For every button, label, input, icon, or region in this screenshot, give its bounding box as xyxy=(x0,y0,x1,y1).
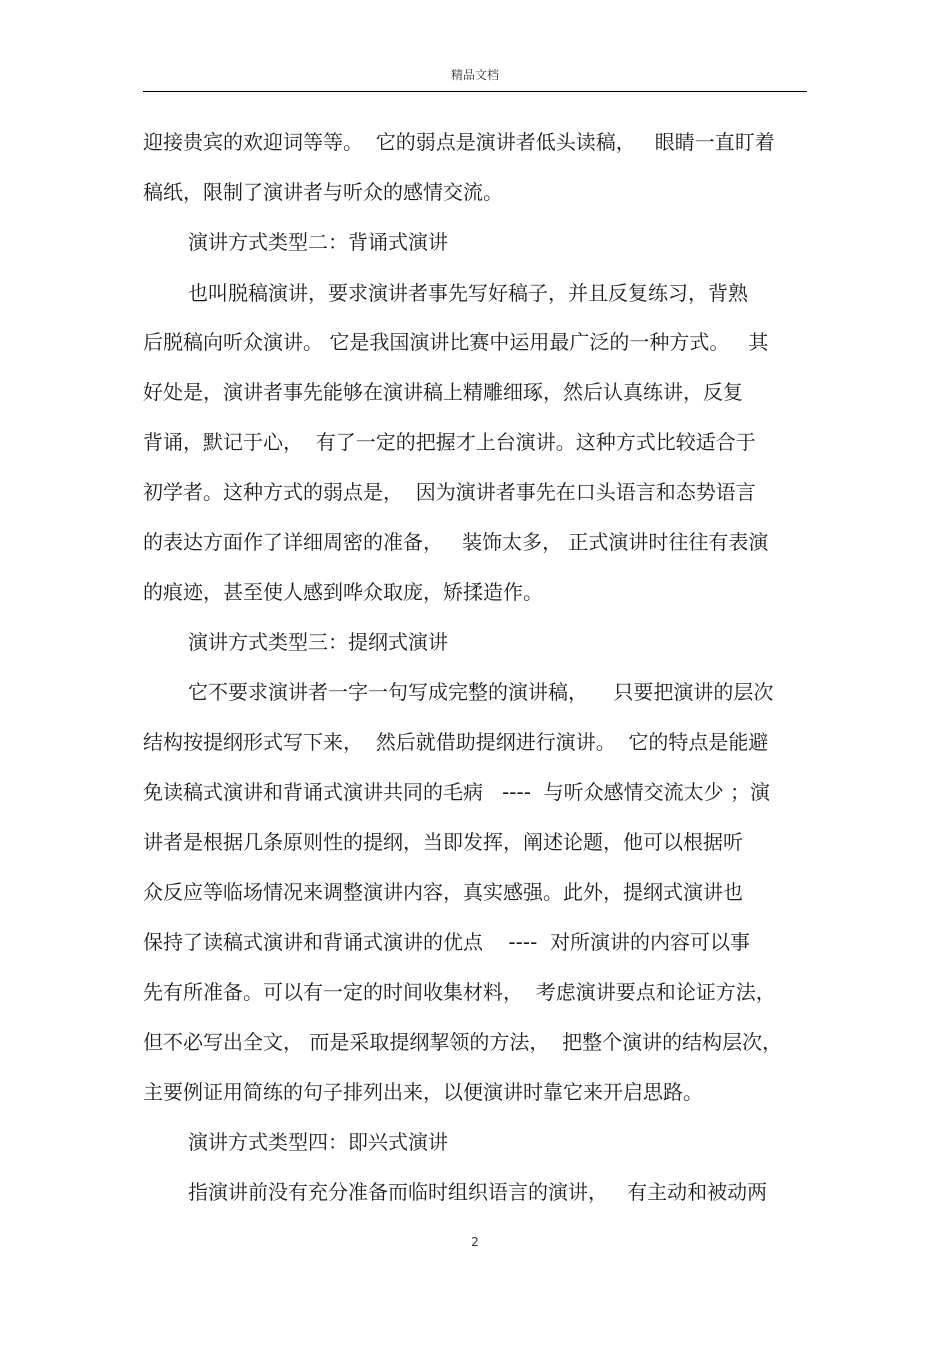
body-line: 主要例证用简练的句子排列出来，以便演讲时靠它来开启思路。 xyxy=(143,1080,703,1104)
header-divider xyxy=(143,91,807,92)
body-line: 但不必写出全文， 而是采取提纲挈领的方法， 把整个演讲的结构层次， xyxy=(143,1030,783,1054)
section-heading: 演讲方式类型三：提纲式演讲 xyxy=(188,630,448,654)
body-line: 保持了读稿式演讲和背诵式演讲的优点 ---- 对所演讲的内容可以事 xyxy=(143,930,751,954)
body-line: 众反应等临场情况来调整演讲内容，真实感强。此外，提纲式演讲也 xyxy=(143,880,743,904)
body-line: 它不要求演讲者一字一句写成完整的演讲稿， 只要把演讲的层次 xyxy=(188,680,774,704)
body-line: 好处是，演讲者事先能够在演讲稿上精雕细琢，然后认真练讲，反复 xyxy=(143,380,743,404)
section-heading: 演讲方式类型四：即兴式演讲 xyxy=(188,1130,448,1154)
body-line: 背诵，默记于心， 有了一定的把握才上台演讲。这种方式比较适合于 xyxy=(143,430,756,454)
body-line: 的痕迹，甚至使人感到哗众取庞，矫揉造作。 xyxy=(143,580,543,604)
body-line: 迎接贵宾的欢迎词等等。 它的弱点是演讲者低头读稿， 眼睛一直盯着 xyxy=(143,130,775,154)
body-line: 稿纸，限制了演讲者与听众的感情交流。 xyxy=(143,180,503,204)
page-header: 精品文档 xyxy=(450,68,499,82)
body-line: 结构按提纲形式写下来， 然后就借助提纲进行演讲。 它的特点是能避 xyxy=(143,730,769,754)
body-line: 后脱稿向听众演讲。 它是我国演讲比赛中运用最广泛的一种方式。 其 xyxy=(143,330,769,354)
body-line: 初学者。这种方式的弱点是， 因为演讲者事先在口头语言和态势语言 xyxy=(143,480,756,504)
body-line: 的表达方面作了详细周密的准备， 装饰太多， 正式演讲时往往有表演 xyxy=(143,530,769,554)
section-heading: 演讲方式类型二：背诵式演讲 xyxy=(188,230,448,254)
page-number: 2 xyxy=(471,1235,479,1249)
body-line: 免读稿式演讲和背诵式演讲共同的毛病 ---- 与听众感情交流太少 ；演 xyxy=(143,780,771,804)
body-line: 指演讲前没有充分准备而临时组织语言的演讲， 有主动和被动两 xyxy=(188,1180,768,1204)
body-line: 讲者是根据几条原则性的提纲，当即发挥，阐述论题，他可以根据听 xyxy=(143,830,743,854)
body-line: 先有所准备。可以有一定的时间收集材料， 考虑演讲要点和论证方法， xyxy=(143,980,776,1004)
body-line: 也叫脱稿演讲，要求演讲者事先写好稿子，并且反复练习，背熟 xyxy=(188,281,748,305)
